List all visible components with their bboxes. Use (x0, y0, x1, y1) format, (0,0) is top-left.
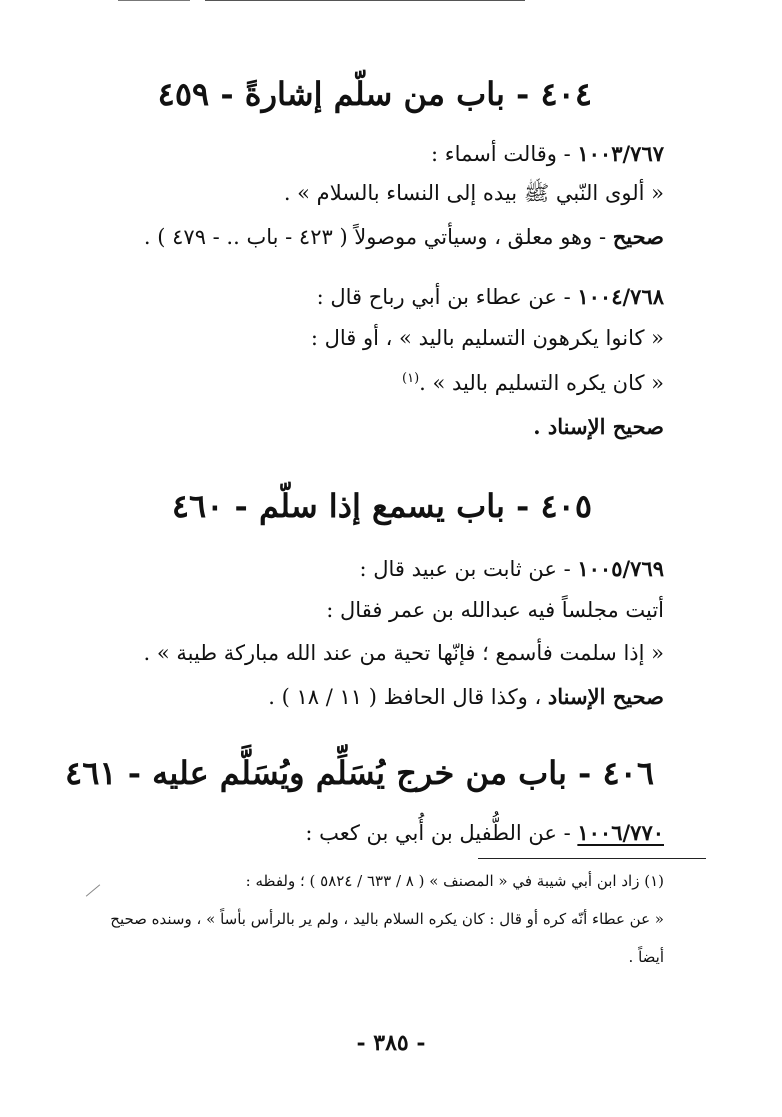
hadith-767-text: « ألوى النّبي ﷺ بيده إلى النساء بالسلام » . (283, 181, 664, 205)
hadith-769-grade-line (268, 686, 664, 708)
hadith-intro: - عن عطاء بن أبي رباح قال : (316, 285, 578, 309)
grade-label: صحيح الإسناد (547, 684, 664, 709)
hadith-number: ١٠٠٦/٧٧٠ (577, 820, 664, 845)
top-edge-rule (205, 0, 525, 1)
quote-text: « كان يكره التسليم باليد » . (419, 371, 664, 395)
footnote-ref: (١) (402, 371, 420, 386)
hadith-intro: - وقالت أسماء : (431, 142, 578, 166)
page-number: - ٣٨٥ - (356, 1030, 426, 1056)
hadith-768-text-2 (402, 372, 664, 394)
hadith-768-header (317, 286, 664, 308)
hadith-intro: - عن ثابت بن عبيد قال : (359, 557, 578, 581)
hadith-769-text-2: « إذا سلمت فأسمع ؛ فإنّها تحية من عند الله مباركة طيبة » . (143, 641, 664, 665)
hadith-767-grade-line (144, 226, 664, 248)
hadith-767-header (431, 143, 664, 165)
chapter-title-404: ٤٠٤ - باب من سلّم إشارةً - ٤٥٩ (157, 75, 592, 113)
footnote-line-2: « عن عطاء أنّه كره أو قال : كان يكره السلام باليد ، ولم ير بالرأس بأساً » ، وسنده صحيح (110, 910, 664, 928)
grade-label: صحيح (612, 224, 664, 249)
hadith-769-header (360, 558, 665, 580)
grade-note: - وهو معلق ، وسيأتي موصولاً ( ٤٢٣ - باب .. - ٤٧٩ ) . (143, 225, 613, 249)
top-edge-rule-left (118, 0, 190, 1)
hadith-number: ١٠٠٣/٧٦٧ (577, 141, 664, 166)
chapter-title-405: ٤٠٥ - باب يسمع إذا سلّم - ٤٦٠ (171, 487, 592, 525)
hadith-770-header (305, 822, 664, 844)
footnote-separator (478, 858, 706, 859)
footnote-line-3: أيضاً . (628, 948, 664, 966)
footnote-line-1: (١) زاد ابن أبي شيبة في « المصنف » ( ٨ / ٦٣٣ / ٥٨٢٤ ) ؛ ولفظه : (245, 872, 664, 890)
hadith-768-text-1: « كانوا يكرهون التسليم باليد » ، أو قال : (310, 326, 664, 350)
hadith-intro: - عن الطُّفيل بن أُبي بن كعب : (305, 821, 578, 845)
pen-mark (86, 884, 100, 896)
hadith-number: ١٠٠٤/٧٦٨ (577, 284, 664, 309)
chapter-title-406: ٤٠٦ - باب من خرج يُسَلِّم ويُسَلَّم عليه - ٤٦١ (65, 754, 654, 792)
grade-note: ، وكذا قال الحافظ ( ١١ / ١٨ ) . (268, 685, 548, 709)
hadith-768-grade: صحيح الإسناد . (533, 414, 664, 439)
hadith-769-text-1: أتيت مجلساً فيه عبدالله بن عمر فقال : (326, 598, 664, 622)
hadith-number: ١٠٠٥/٧٦٩ (577, 556, 664, 581)
